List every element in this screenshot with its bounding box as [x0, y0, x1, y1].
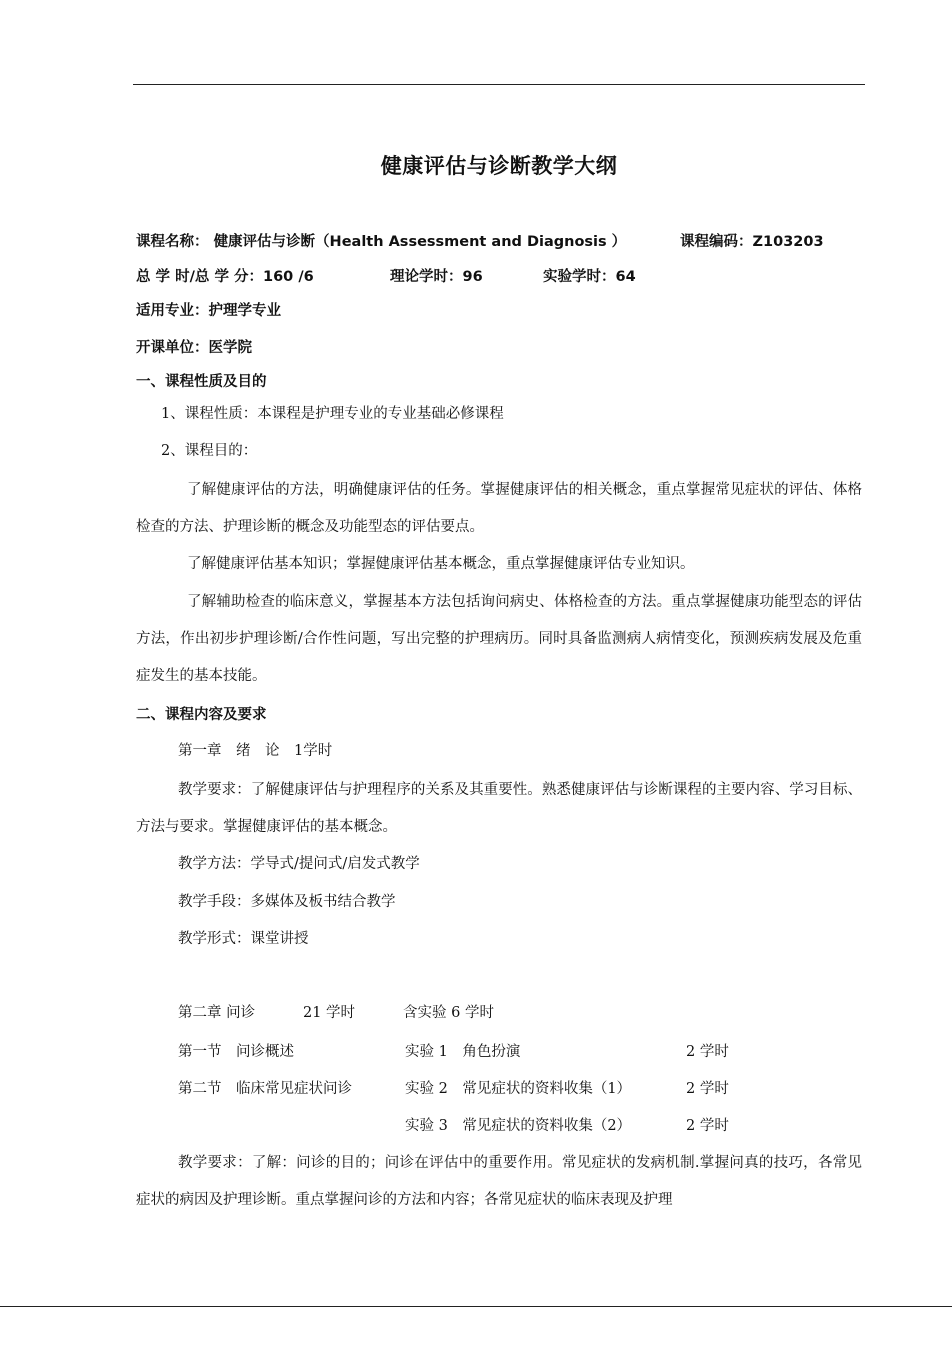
chapter1-title: 第一章 绪 论 1学时 — [178, 743, 333, 759]
chapter2-row-section: 第二节 临床常见症状问诊 — [178, 1081, 352, 1097]
chapter1-method: 教学方法：学导式/提问式/启发式教学 — [178, 856, 420, 872]
chapter2-row-lab: 实验 2 常见症状的资料收集（1） — [405, 1081, 632, 1097]
unit-value: 医学院 — [208, 340, 252, 356]
page-top-rule — [133, 84, 865, 85]
chapter1-requirements: 教学要求：了解健康评估与护理程序的关系及其重要性。熟悉健康评估与诊断课程的主要内容、学习目标、方法与要求。掌握健康评估的基本概念。 — [136, 782, 862, 835]
total-hours-value: 160 /6 — [263, 269, 314, 285]
theory-hours — [390, 267, 483, 287]
lab-hours — [543, 267, 636, 287]
course-name-label: 课程名称： — [136, 234, 209, 250]
course-code-line — [680, 232, 824, 252]
chapter1-form: 教学形式：课堂讲授 — [178, 931, 309, 947]
hours-line — [136, 267, 314, 287]
major-label: 适用专业： — [136, 303, 209, 319]
unit-line — [136, 338, 252, 358]
section1-heading: 一、课程性质及目的 — [136, 374, 267, 390]
theory-hours-value: 96 — [462, 269, 483, 285]
course-name-line — [136, 232, 626, 252]
course-name-value: 健康评估与诊断（Health Assessment and Diagnosis ） — [213, 234, 627, 250]
chapter2-row-hours: 2 学时 — [686, 1081, 729, 1097]
unit-label: 开课单位： — [136, 340, 209, 356]
purpose-paragraph-2: 了解健康评估基本知识；掌握健康评估基本概念，重点掌握健康评估专业知识。 — [187, 556, 695, 572]
lab-hours-label: 实验学时： — [543, 269, 616, 285]
chapter2-title: 第二章 问诊 — [178, 1005, 256, 1021]
chapter2-hours: 21 学时 — [303, 1005, 356, 1021]
total-hours-label: 总 学 时/总 学 分： — [136, 269, 263, 285]
chapter2-row-hours: 2 学时 — [686, 1044, 729, 1060]
chapter1-means: 教学手段：多媒体及板书结合教学 — [178, 894, 396, 910]
lab-hours-value: 64 — [615, 269, 636, 285]
course-code-label: 课程编码： — [680, 234, 753, 250]
course-code-value: Z103203 — [752, 234, 824, 250]
course-purpose: 2、课程目的： — [161, 443, 258, 459]
major-line — [136, 301, 281, 321]
course-nature: 1、课程性质：本课程是护理专业的专业基础必修课程 — [161, 406, 504, 422]
chapter2-requirements: 教学要求：了解：问诊的目的；问诊在评估中的重要作用。常见症状的发病机制.掌握问真的技巧，各常见症状的病因及护理诊断。重点掌握问诊的方法和内容；各常见症状的临床表现及护理 — [136, 1155, 862, 1208]
section2-heading: 二、课程内容及要求 — [136, 707, 267, 723]
chapter2-row-lab: 实验 3 常见症状的资料收集（2） — [405, 1118, 632, 1134]
theory-hours-label: 理论学时： — [390, 269, 463, 285]
purpose-paragraph-1: 了解健康评估的方法，明确健康评估的任务。掌握健康评估的相关概念，重点掌握常见症状的评估、体格检查的方法、护理诊断的概念及功能型态的评估要点。 — [136, 482, 862, 535]
major-value: 护理学专业 — [208, 303, 281, 319]
chapter2-row-hours: 2 学时 — [686, 1118, 729, 1134]
page-title: 健康评估与诊断教学大纲 — [380, 154, 618, 178]
chapter2-row-lab: 实验 1 角色扮演 — [405, 1044, 521, 1060]
chapter2-row-section: 第一节 问诊概述 — [178, 1044, 294, 1060]
page-bottom-rule — [0, 1306, 952, 1307]
chapter2-lab-hours: 含实验 6 学时 — [403, 1005, 494, 1021]
purpose-paragraph-3: 了解辅助检查的临床意义，掌握基本方法包括询问病史、体格检查的方法。重点掌握健康功能型态的评估方法，作出初步护理诊断/合作性问题，写出完整的护理病历。同时具备监测病人病情变化，预测疾病发展及危重症发生的基本技能。 — [136, 594, 862, 684]
